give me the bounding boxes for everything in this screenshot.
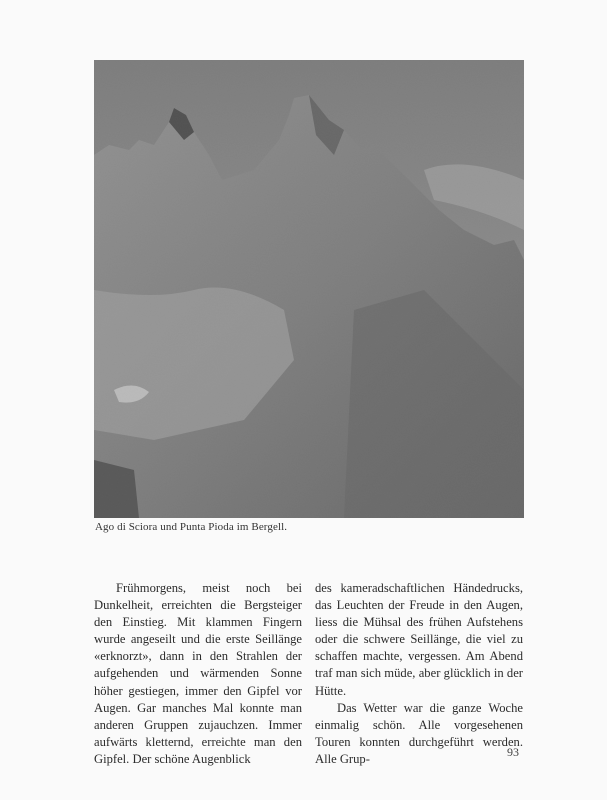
paragraph: Das Wetter war die ganze Woche einmalig schön. Alle vorgesehenen Touren konnten durchgeführt werden. Alle Grup- <box>315 700 523 766</box>
photo-illustration <box>94 60 524 518</box>
paragraph: Frühmorgens, meist noch bei Dunkelheit, erreichten die Bergsteiger den Einstieg. Mit klammen Fingern wurde angeseilt und die erste Seillänge «erknorzt», dann in den Strahlen der aufgehenden und wärmenden Sonne höher gestiegen, immer den Gipfel vor Augen. Gar manches Mal konnte man anderen Gruppen zujauchzen. Immer aufwärts kletternd, erreichte man den Gipfel. Der schöne Augenblick <box>94 581 302 766</box>
text-column-right <box>315 580 523 768</box>
paragraph: des kameradschaftlichen Händedrucks, das Leuchten der Freude in den Augen, liess die Mühsal des frühen Aufstehens oder die schwere Seillänge, die viel zu schaffen machte, vergessen. Am Abend traf man sich müde, aber glücklich in der Hütte. <box>315 581 523 698</box>
photo-caption: Ago di Sciora und Punta Pioda im Bergell. <box>95 521 288 533</box>
photo-grain <box>94 60 524 518</box>
page-number: 93 <box>507 745 519 759</box>
mountain-photograph <box>94 60 524 518</box>
text-column-left <box>94 580 302 768</box>
